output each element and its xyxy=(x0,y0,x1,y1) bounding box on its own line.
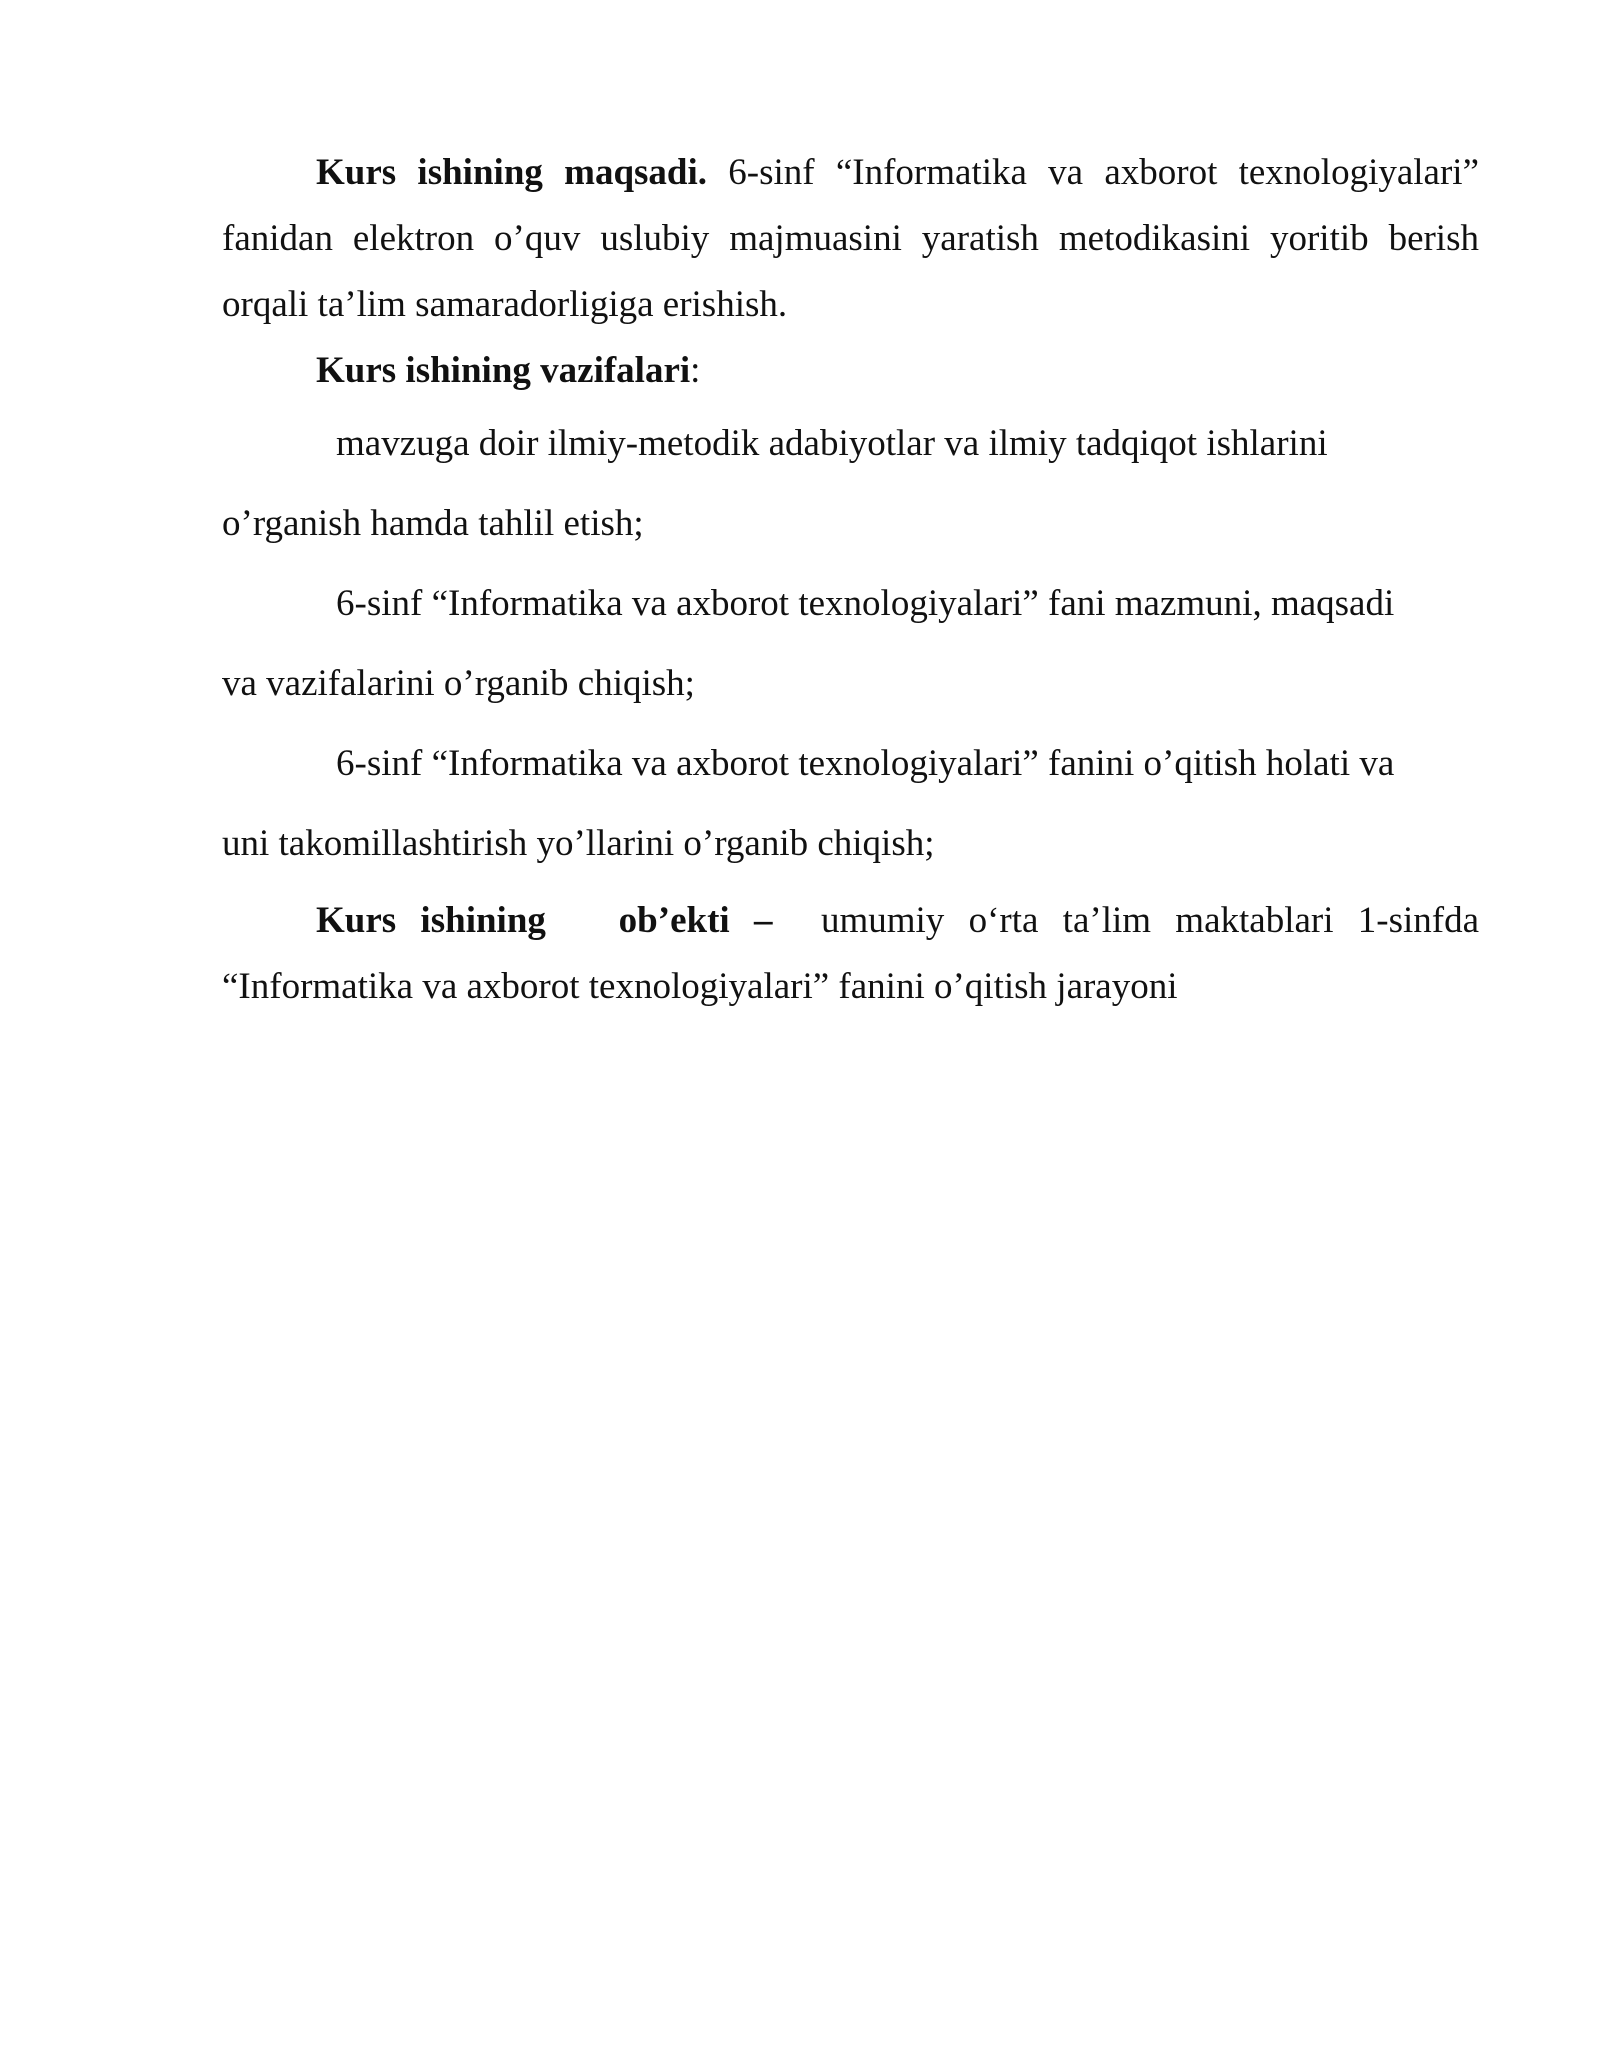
task-item-continuation: uni takomillashtirish yo’llarini o’rganib chiqish; xyxy=(222,823,935,864)
document-page xyxy=(222,140,1489,1020)
tasks-heading-paragraph xyxy=(222,338,1479,404)
task-item-continuation: va vazifalarini o’rganib chiqish; xyxy=(222,663,695,704)
task-item-first-line: 6-sinf “Informatika va axborot texnologiyalari” fani mazmuni, maqsadi xyxy=(336,583,1395,624)
task-item xyxy=(222,724,1479,884)
task-item xyxy=(222,564,1479,724)
task-item xyxy=(222,404,1479,564)
aim-body: 6-sinf “Informatika va axborot texnologiyalari” fanidan elektron o’quv uslubiy majmuasini yaratish metodikasini yoritib berish orqali ta’lim samaradorligiga erishish. xyxy=(222,152,1479,325)
object-paragraph xyxy=(222,888,1489,1020)
tasks-heading: Kurs ishining vazifalari xyxy=(316,350,691,391)
aim-heading: Kurs ishining maqsadi. xyxy=(316,152,708,193)
object-body: umumiy o‘rta ta’lim maktablari 1-sinfda “Informatika va axborot texnologiyalari” fanini o’qitish jarayoni xyxy=(222,900,1489,1007)
task-item-first-line: mavzuga doir ilmiy-metodik adabiyotlar va ilmiy tadqiqot ishlarini xyxy=(336,423,1328,464)
task-item-first-line: 6-sinf “Informatika va axborot texnologiyalari” fanini o’qitish holati va xyxy=(336,743,1395,784)
aim-paragraph xyxy=(222,140,1479,338)
object-heading: Kurs ishining ob’ekti – xyxy=(316,900,773,941)
task-item-continuation: o’rganish hamda tahlil etish; xyxy=(222,503,644,544)
tasks-heading-suffix: : xyxy=(690,350,701,391)
